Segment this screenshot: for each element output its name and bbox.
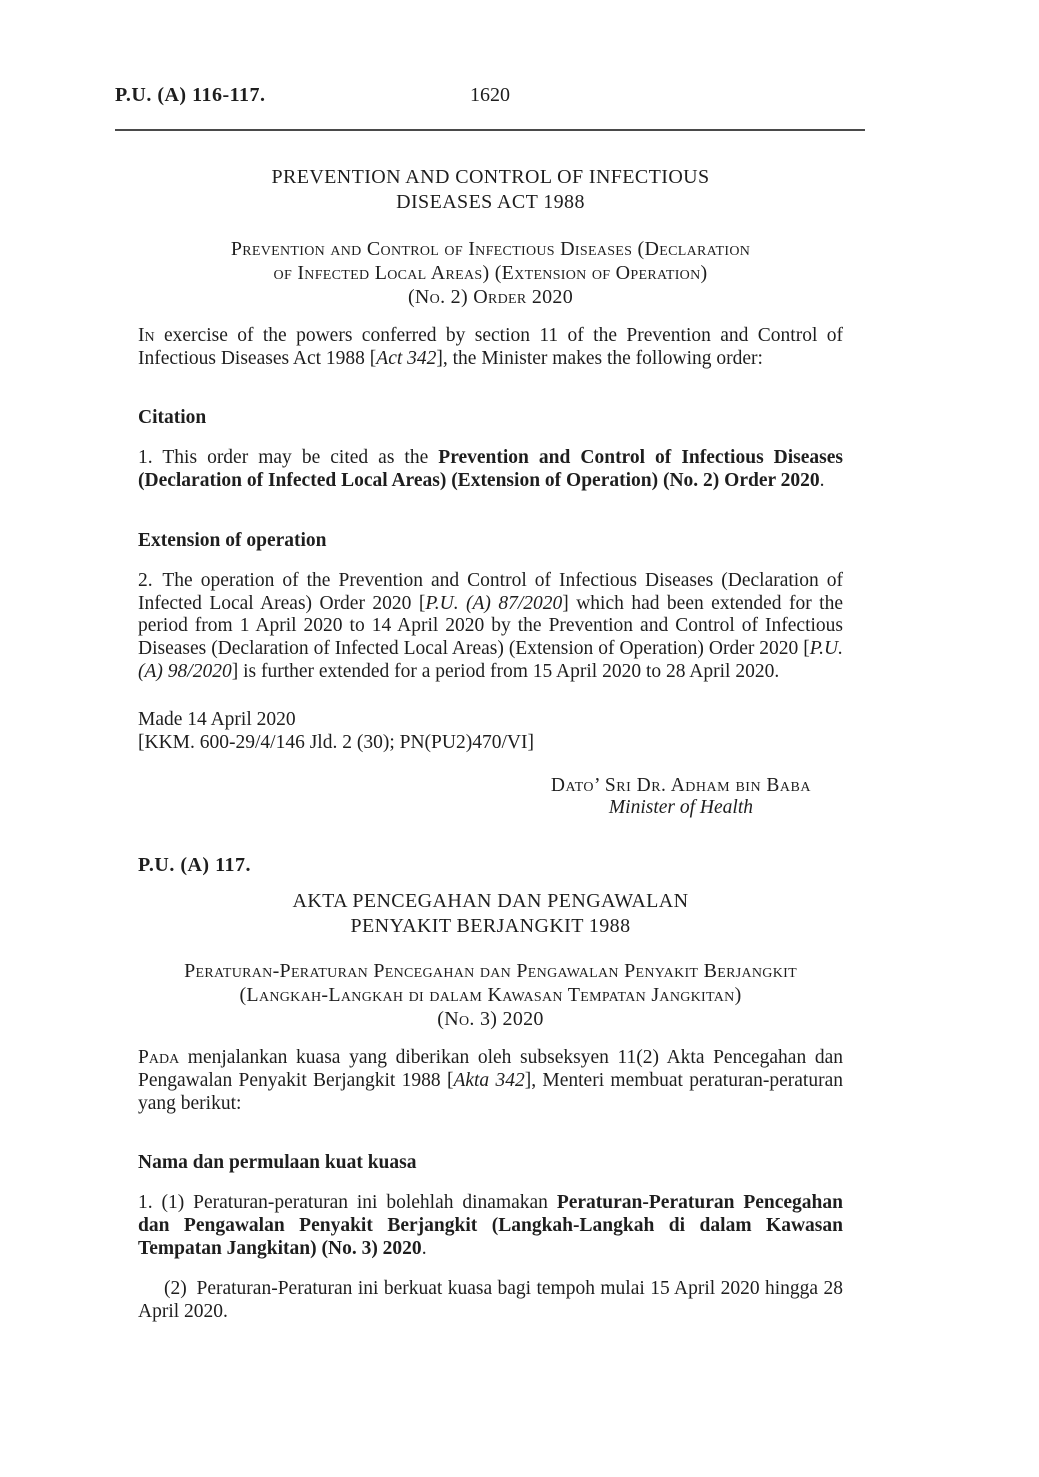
doc-number-117: P.U. (A) 117.	[138, 854, 251, 877]
signature-name: Dato’ Sri Dr. Adham bin Baba	[550, 774, 811, 796]
page-number: 1620	[470, 84, 510, 106]
order-title-en-line2: of Infected Local Areas) (Extension of Operation)	[273, 262, 708, 284]
preamble-en-body: exercise of the powers conferred by section 11 of the Prevention and Control of Infectious Diseases Act 1988 [	[138, 325, 843, 369]
naming-paragraph	[138, 1192, 843, 1260]
act-title-en-line2: DISEASES ACT 1988	[396, 191, 585, 213]
preamble-ms-body: menjalankan kuasa yang diberikan oleh subseksyen 11(2) Akta Pencegahan dan Pengawalan Penyakit Berjangkit 1988 [	[138, 1047, 843, 1091]
extension-paragraph	[138, 570, 843, 684]
order-title-en	[138, 237, 843, 309]
preamble-ms-tail: ], Menteri membuat peraturan-peraturan yang berikut:	[138, 1069, 843, 1114]
extension-heading: Extension of operation	[138, 529, 327, 551]
citation-heading: Citation	[138, 407, 207, 429]
signature-title: Minister of Health	[608, 797, 753, 819]
act-reference-en: Act 342	[376, 347, 437, 369]
page-header	[115, 84, 865, 108]
order-title-ms	[138, 959, 843, 1031]
commencement-paragraph: (2) Peraturan-Peraturan ini berkuat kuasa bagi tempoh mulai 15 April 2020 hingga 28 April 2020.	[138, 1278, 843, 1323]
naming-paragraph-lead: 1. (1) Peraturan-peraturan ini bolehlah dinamakan	[138, 1192, 557, 1214]
made-block	[138, 709, 843, 754]
order-title-ms-line3: (No. 3) 2020	[437, 1008, 544, 1031]
act-title-en	[138, 165, 843, 215]
citation-paragraph-lead: 1. This order may be cited as the	[138, 447, 439, 469]
order-title-ms-line1: Peraturan-Peraturan Pencegahan dan Pengawalan Penyakit Berjangkit	[184, 960, 797, 983]
name-heading: Nama dan permulaan kuat kuasa	[138, 1152, 417, 1174]
preamble-en-lead: In	[138, 325, 155, 346]
order-name-ms: Peraturan-Peraturan Pencegahan dan Pengawalan Penyakit Berjangkit (Langkah-Langkah di dalam Kawasan Tempatan Jangkitan) (No. 3) 2020	[138, 1192, 843, 1259]
signature-block	[551, 775, 811, 820]
reference-line: [KKM. 600-29/4/146 Jld. 2 (30); PN(PU2)470/VI]	[138, 732, 534, 754]
extension-paragraph-part2: ] which had been extended for the period from 1 April 2020 to 14 April 2020 by the Prevention and Control of Infectious Diseases (Declaration of Infected Local Areas) (Extension of Operation) Order 2020 [	[138, 592, 843, 659]
act-title-ms-line1: AKTA PENCEGAHAN DAN PENGAWALAN	[292, 890, 689, 913]
extension-paragraph-part1: 2. The operation of the Prevention and Control of Infectious Diseases (Declaration of Infected Local Areas) Order 2020 [	[138, 569, 843, 614]
preamble-en-tail: ], the Minister makes the following order:	[436, 347, 763, 369]
extension-paragraph-part3: ] is further extended for a period from 15 April 2020 to 28 April 2020.	[231, 660, 780, 682]
act-title-ms-line2: PENYAKIT BERJANGKIT 1988	[350, 915, 631, 938]
made-line: Made 14 April 2020	[138, 709, 296, 731]
order-reference-98: P.U. (A) 98/2020	[138, 637, 843, 682]
section-malay	[138, 854, 843, 1324]
citation-paragraph-tail: .	[819, 470, 825, 492]
act-title-ms	[138, 889, 843, 939]
act-reference-ms: Akta 342	[453, 1069, 525, 1091]
doc-number: P.U. (A) 116-117.	[115, 84, 266, 106]
header-rule	[115, 129, 865, 131]
order-title-ms-line2: (Langkah-Langkah di dalam Kawasan Tempatan Jangkitan)	[239, 984, 742, 1007]
act-title-en-line1: PREVENTION AND CONTROL OF INFECTIOUS	[271, 166, 710, 188]
order-name-en: Prevention and Control of Infectious Diseases (Declaration of Infected Local Areas) (Extension of Operation) (No. 2) Order 2020	[138, 447, 844, 492]
preamble-ms	[138, 1047, 843, 1115]
preamble-ms-lead: Pada	[138, 1047, 180, 1069]
section-english	[138, 165, 843, 820]
citation-paragraph	[138, 447, 843, 492]
order-title-en-line3: (No. 2) Order 2020	[407, 286, 574, 308]
order-reference-87: P.U. (A) 87/2020	[425, 592, 563, 614]
order-title-en-line1: Prevention and Control of Infectious Diseases (Declaration	[230, 238, 751, 260]
naming-paragraph-tail: .	[421, 1237, 427, 1259]
preamble-en	[138, 325, 843, 370]
